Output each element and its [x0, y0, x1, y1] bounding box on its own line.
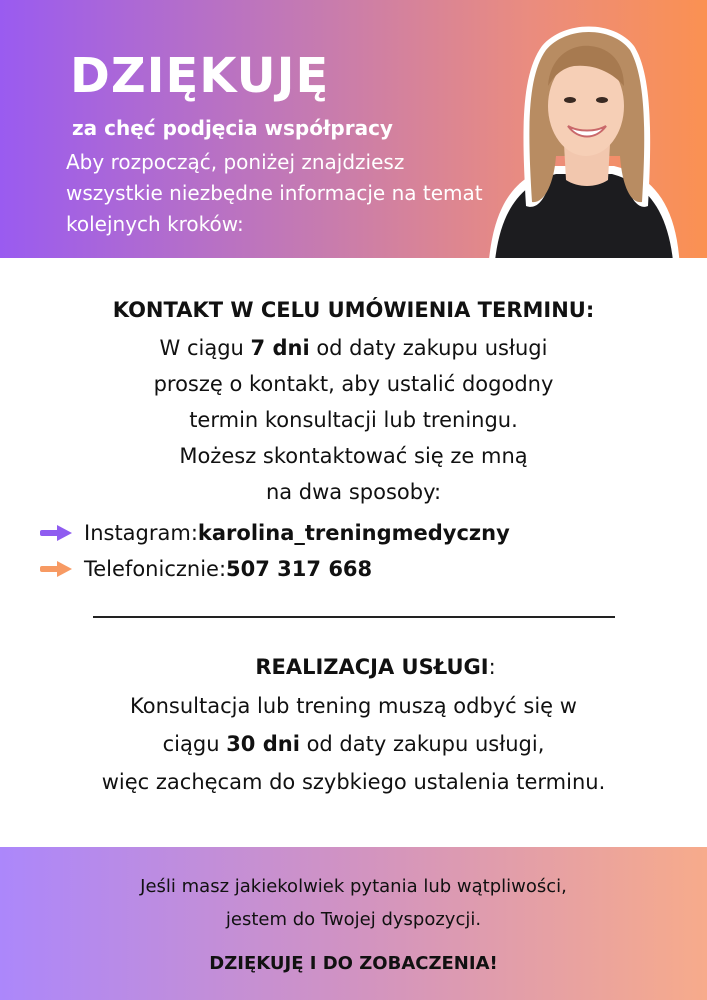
contact-line-1-pre: W ciągu	[159, 336, 251, 360]
service-heading-text: REALIZACJA USŁUGI	[255, 655, 489, 679]
footer-line-1: Jeśli masz jakiekolwiek pytania lub wątpliwości,	[140, 876, 567, 897]
service-line-2-post: od daty zakupu usługi,	[299, 732, 545, 756]
contact-deadline: 7 dni	[250, 336, 310, 360]
service-section	[0, 647, 707, 801]
page-subtitle: za chęć podjęcia współpracy	[72, 116, 393, 140]
intro-text: Aby rozpocząć, poniżej znajdziesz wszystkie niezbędne informacje na temat kolejnych kroków:	[66, 150, 483, 236]
contact-heading: KONTAKT W CELU UMÓWIENIA TERMINU:	[112, 298, 595, 322]
instagram-row	[40, 515, 510, 551]
contact-line-4: Możesz skontaktować się ze mną	[179, 444, 528, 468]
service-heading	[44, 647, 707, 687]
service-line-1: Konsultacja lub trening muszą odbyć się w	[130, 694, 577, 718]
divider	[93, 616, 615, 618]
contact-line-1	[0, 330, 707, 366]
contact-section	[0, 290, 707, 510]
service-line-2	[0, 725, 707, 763]
footer-line-2: jestem do Twojej dyspozycji.	[225, 909, 482, 930]
page-title: DZIĘKUJĘ	[70, 48, 330, 104]
portrait-photo	[484, 16, 682, 258]
contact-line-5: na dwa sposoby:	[265, 480, 442, 504]
arrow-right-icon	[40, 525, 72, 541]
instagram-handle[interactable]: karolina_treningmedyczny	[197, 521, 510, 545]
instagram-label: Instagram:	[84, 521, 198, 545]
contact-line-1-post: od daty zakupu usługi	[309, 336, 548, 360]
service-line-2-pre: ciągu	[162, 732, 227, 756]
service-line-3: więc zachęcam do szybkiego ustalenia terminu.	[101, 770, 606, 794]
footer-banner	[0, 847, 707, 1000]
phone-number[interactable]: 507 317 668	[226, 557, 373, 581]
header-banner	[0, 0, 707, 258]
arrow-right-icon	[40, 561, 72, 577]
contact-methods	[40, 515, 510, 587]
service-deadline: 30 dni	[226, 732, 300, 756]
footer-closing: DZIĘKUJĘ I DO ZOBACZENIA!	[209, 953, 498, 974]
contact-line-3: termin konsultacji lub treningu.	[189, 408, 518, 432]
contact-line-2: proszę o kontakt, aby ustalić dogodny	[153, 372, 554, 396]
phone-row	[40, 551, 510, 587]
phone-label: Telefonicznie:	[84, 557, 227, 581]
footer-message	[0, 847, 707, 936]
service-heading-colon: :	[488, 655, 496, 679]
